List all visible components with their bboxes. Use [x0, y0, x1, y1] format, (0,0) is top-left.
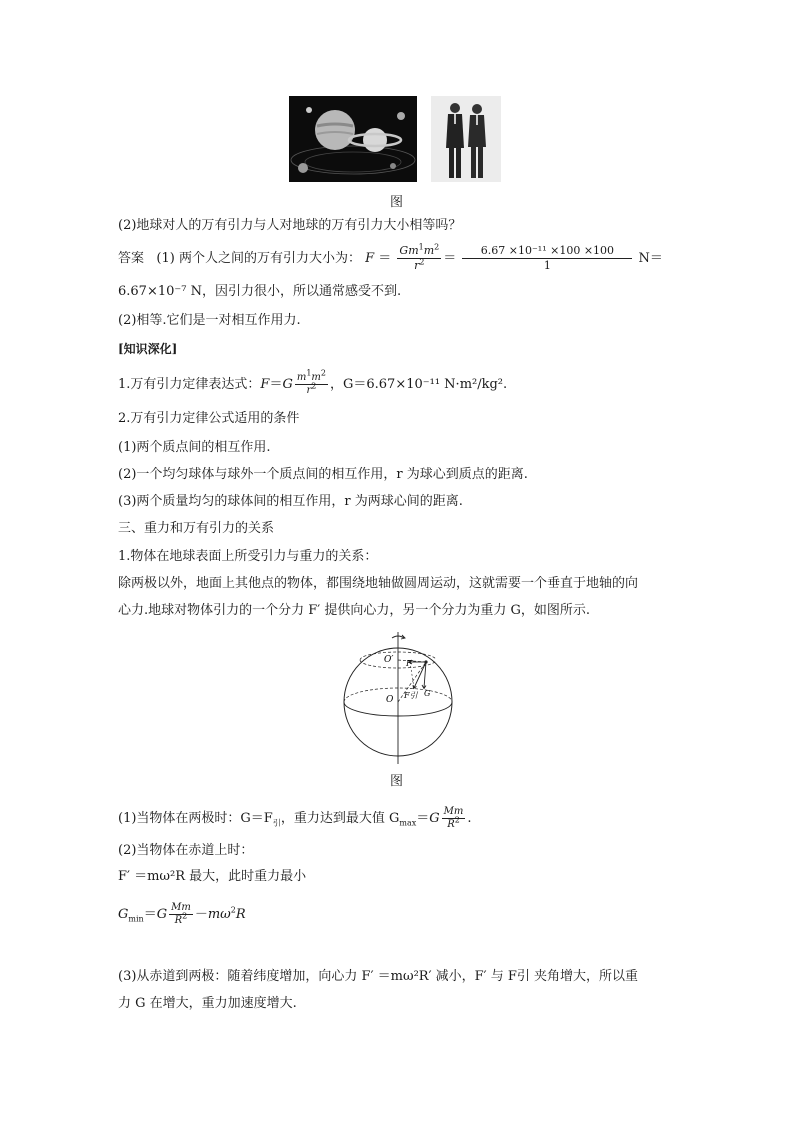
case-2-gmin: $G_{min}=G$ $\frac{Mm}{R^2}$ $-m\omega^2R$ [118, 902, 246, 926]
answer-label: 答案 [118, 251, 145, 266]
answer-paragraph-1: 答案 (1) 两个人之间的万有引力大小为： F ＝ $\frac{Gm^1m^2}{r^2}$ ＝ $\frac{\text{6.67 ×10⁻¹¹ ×100 ×100}}{1}$ N＝ [118, 242, 663, 272]
label-f-yin: F引 [404, 691, 418, 700]
deepen-title: [知识深化] [118, 342, 178, 356]
knowledge-2-3: (3)两个质量均匀的球体间的相互作用，r 为两球心间的距离. [118, 494, 463, 509]
label-g: G [424, 689, 431, 698]
question-2: (2)地球对人的万有引力与人对地球的万有引力大小相等吗？ [118, 218, 462, 233]
label-o-prime: O′ [384, 655, 394, 665]
section-3-item-1: 1.物体在地球表面上所受引力与重力的关系： [118, 549, 378, 564]
answer-paragraph-1-cont: 6.67×10⁻⁷ N，因引力很小，所以通常感受不到. [118, 284, 402, 299]
section-3-title: 三、重力和万有引力的关系 [118, 521, 275, 536]
label-o: O [386, 695, 394, 705]
case-1: (1)当物体在两极时：$G=F_引$，重力达到最大值 $G_{max}=G$ $\frac{Mm}{R^2}$ . [118, 806, 472, 830]
knowledge-2: 2.万有引力定律公式适用的条件 [118, 411, 300, 426]
case-3-line-2: 力 G 在增大，重力加速度增大. [118, 996, 297, 1011]
section-3-paragraph-2: 心力.地球对物体引力的一个分力 F′ 提供向心力，另一个分力为重力 G，如图所示. [118, 603, 591, 618]
case-3-line-1: (3)从赤道到两极：随着纬度增加，向心力 F′ ＝mω²R′ 减小，F′ 与 F引 夹角增大，所以重 [118, 969, 639, 984]
answer-paragraph-2: (2)相等.它们是一对相互作用力. [118, 313, 301, 328]
two-men-image [431, 96, 501, 182]
figure1-caption: 图 [390, 195, 404, 210]
solar-system-image [289, 96, 417, 182]
gravity-formula-fraction: $\frac{Gm^1m^2}{r^2}$ [399, 242, 440, 272]
knowledge-2-2: (2)一个均匀球体与球外一个质点间的相互作用，r 为球心到质点的距离. [118, 467, 528, 482]
section-3-paragraph-1: 除两极以外，地面上其他点的物体，都围绕地轴做圆周运动，这就需要一个垂直于地轴的向 [118, 576, 639, 591]
earth-gravity-diagram [340, 632, 456, 764]
case-2-formula: F′ ＝mω²R 最大，此时重力最小 [118, 869, 307, 884]
answer-text: (1) 两个人之间的万有引力大小为： [156, 251, 361, 266]
answer-unit: N＝ [638, 251, 663, 266]
knowledge-1: 1.万有引力定律表达式：F＝G $\frac{m^1m^2}{r^2}$ ，G＝6.67×10⁻¹¹ N·m²/kg². [118, 368, 508, 396]
gravity-value-fraction: $\frac{\text{6.67 ×10⁻¹¹ ×100 ×100}}{1}$ [462, 244, 632, 273]
knowledge-2-1: (1)两个质点间的相互作用. [118, 440, 271, 455]
label-f-prime: F′ [406, 659, 414, 668]
figure2-caption: 图 [390, 774, 404, 789]
case-2: (2)当物体在赤道上时： [118, 843, 254, 858]
